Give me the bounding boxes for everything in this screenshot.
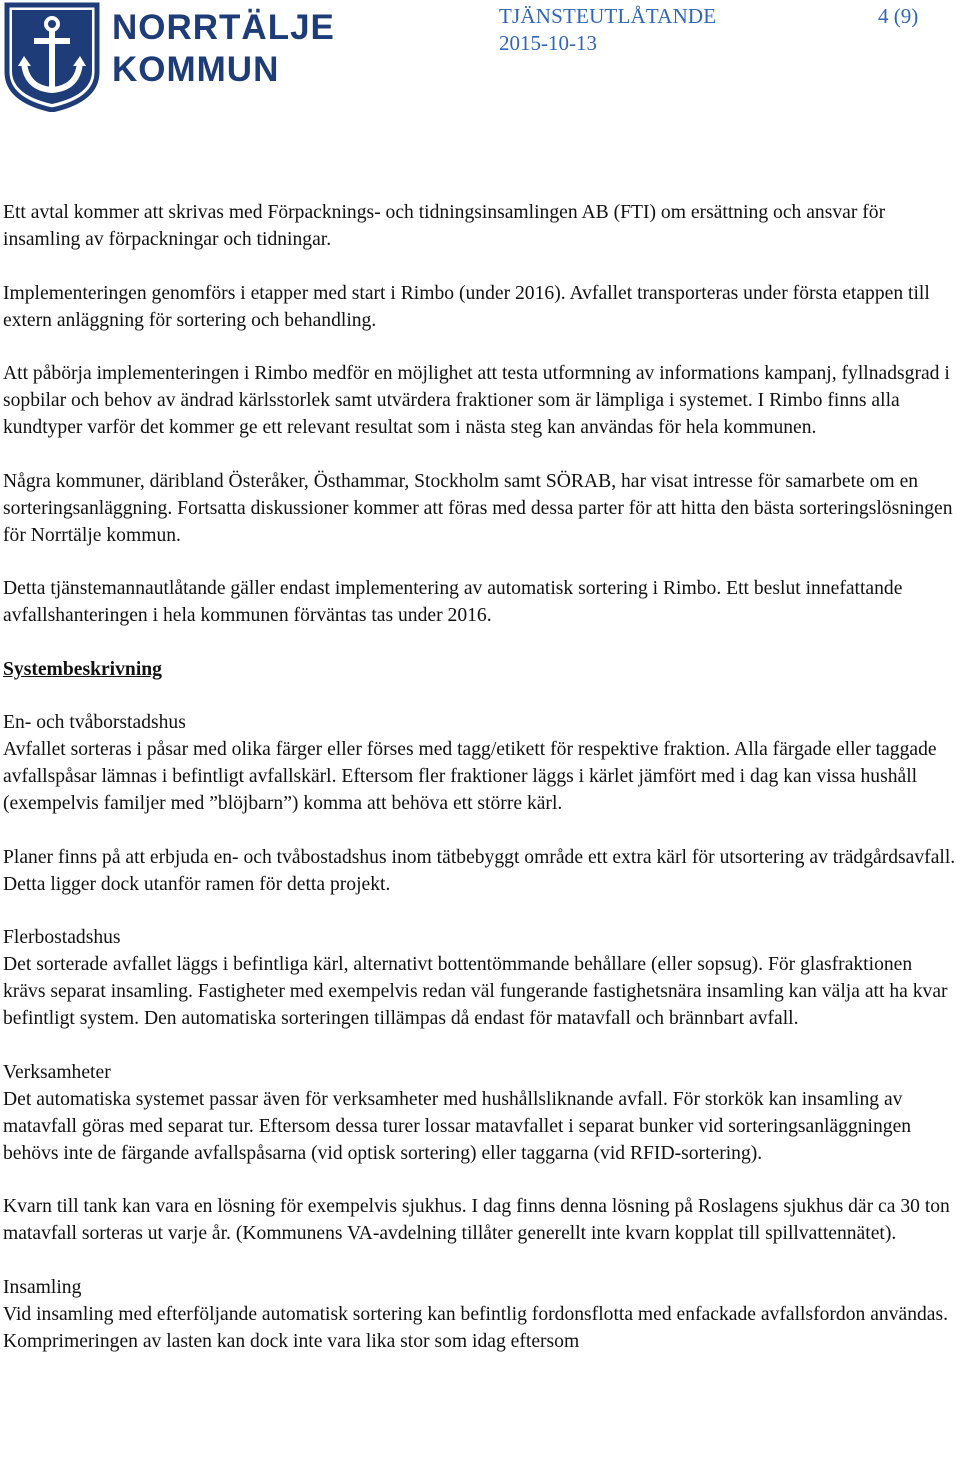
paragraph-fti-agreement: Ett avtal kommer att skrivas med Förpacknings- och tidningsinsamlingen AB (FTI) om ersättning och ansvar för insamling av förpackningar och tidningar. <box>3 202 886 250</box>
document-date: 2015-10-13 <box>499 31 597 55</box>
logo-line-1: NORRTÄLJE <box>112 8 335 47</box>
paragraph-collaboration: Några kommuner, däribland Österåker, Östhammar, Stockholm samt SÖRAB, har visat intresse för samarbete om en sorteringsanläggning. Fortsatta diskussioner kommer att föras med dessa parter för att hitta den bästa sorteringslösningen för Norrtälje kommun. <box>3 470 953 546</box>
paragraph-scope: Detta tjänstemannautlåtande gäller endast implementering av automatisk sortering i Rimbo. Ett beslut innefattande avfallshanteringen i hela kommunen förväntas tas under 2016. <box>3 578 903 626</box>
paragraph-garden-waste: Planer finns på att erbjuda en- och tvåbostadshus inom tätbebyggt område ett extra kärl för utsortering av trädgårdsavfall. Detta ligger dock utanför ramen för detta projekt. <box>3 846 956 895</box>
subheading-small-houses: En- och tvåborstadshus <box>3 712 186 733</box>
paragraph-food-waste-grinder: Kvarn till tank kan vara en lösning för exempelvis sjukhus. I dag finns denna lösning på Roslagens sjukhus där ca 30 ton matavfall sorteras ut varje år. (Kommunens VA-avdelning tillåter generellt inte kvarn kopplat till spillvattennätet). <box>3 1196 950 1244</box>
paragraph-collection: Vid insamling med efterföljande automatisk sortering kan befintlig fordonsflotta med enfackade avfallsfordon användas. Komprimeringen av lasten kan dock inte vara lika stor som idag eftersom <box>3 1303 949 1352</box>
anchor-shield-icon <box>4 2 104 112</box>
municipality-logo <box>4 2 335 112</box>
paragraph-implementation-stages: Implementeringen genomförs i etapper med start i Rimbo (under 2016). Avfallet transporteras under första etappen till extern anläggning för sortering och behandling. <box>3 282 930 331</box>
paragraph-small-houses: Avfallet sorteras i påsar med olika färger eller förses med tagg/etikett för respektive fraktion. Alla färgade eller taggade avfallspåsar lämnas i befintligt avfallskärl. Eftersom fler fraktioner läggs i kärlet jämfört med i dag kan vissa hushåll (exempelvis familjer med ”blöjbarn”) komma att behöva ett större kärl. <box>3 739 937 814</box>
page-number: 4 (9) <box>878 4 919 28</box>
paragraph-apartment-buildings: Det sorterade avfallet läggs i befintliga kärl, alternativt bottentömmande behållare (eller sopsug). För glasfraktionen krävs separat insamling. Fastigheter med exempelvis redan väl fungerande fastighetsnära insamling kan välja att ha kvar befintligt system. Den automatiska sorteringen tillämpas då endast för matavfall och brännbart avfall. <box>3 954 948 1029</box>
document-type: TJÄNSTEUTLÅTANDE <box>499 4 717 28</box>
section-heading-system-description: Systembeskrivning <box>3 658 162 680</box>
subheading-apartment-buildings: Flerbostadshus <box>3 927 121 948</box>
logo-line-2: KOMMUN <box>112 50 280 89</box>
document-body <box>3 199 958 1355</box>
paragraph-rimbo-pilot: Att påbörja implementeringen i Rimbo medför en möjlighet att testa utformning av informations kampanj, fyllnadsgrad i sopbilar och behov av ändrad kärlsstorlek samt utvärdera fraktioner som är lämpliga i systemet. I Rimbo finns alla kundtyper varför det kommer ge ett relevant resultat som i nästa steg kan användas för hela kommunen. <box>3 363 950 438</box>
paragraph-businesses: Det automatiska systemet passar även för verksamheter med hushållsliknande avfall. För storkök kan insamling av matavfall göras med separat tur. Eftersom dessa turer lossar matavfallet i separat bunker vid sorteringsanläggningen behövs inte de färgande avfallspåsarna (vid optisk sortering) eller taggarna (vid RFID-sortering). <box>3 1088 912 1164</box>
subheading-collection: Insamling <box>3 1276 82 1298</box>
subheading-businesses: Verksamheter <box>3 1061 111 1083</box>
